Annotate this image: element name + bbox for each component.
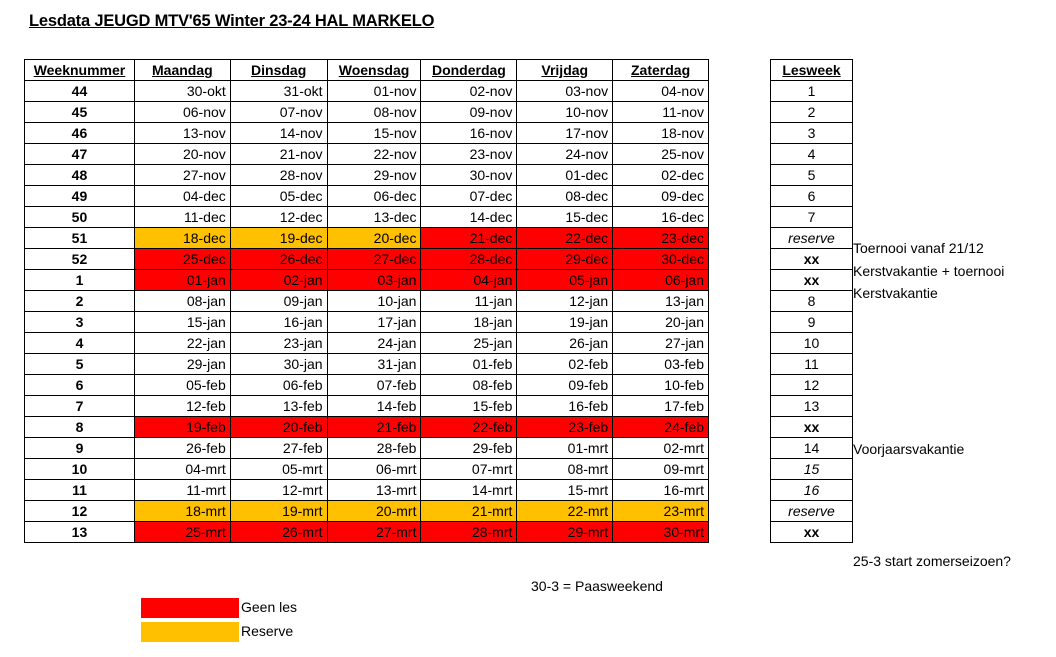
- lesweek-row: [771, 186, 853, 207]
- date-cell: 22-mrt: [517, 501, 613, 522]
- date-cell: 05-mrt: [230, 459, 327, 480]
- week-number-cell: 2: [25, 291, 135, 312]
- table-row: [25, 207, 709, 228]
- date-cell: 04-jan: [421, 270, 517, 291]
- date-cell: 19-jan: [517, 312, 613, 333]
- row-note: [853, 170, 1011, 192]
- date-cell: 20-jan: [613, 312, 709, 333]
- date-cell: 03-feb: [613, 354, 709, 375]
- table-row: [25, 144, 709, 165]
- week-number-cell: 3: [25, 312, 135, 333]
- date-cell: 07-dec: [421, 186, 517, 207]
- lesweek-cell: xx: [771, 522, 853, 543]
- date-cell: 09-jan: [230, 291, 327, 312]
- row-note: [853, 527, 1011, 549]
- date-cell: 09-dec: [613, 186, 709, 207]
- row-note: [853, 193, 1011, 215]
- lesweek-cell: 15: [771, 459, 853, 480]
- date-cell: 25-jan: [421, 333, 517, 354]
- row-note: [853, 304, 1011, 326]
- date-cell: 02-dec: [613, 165, 709, 186]
- lesweek-cell: xx: [771, 270, 853, 291]
- date-cell: 24-feb: [613, 417, 709, 438]
- table-row: [25, 312, 709, 333]
- table-row: [25, 270, 709, 291]
- date-cell: 17-feb: [613, 396, 709, 417]
- date-cell: 14-feb: [327, 396, 421, 417]
- date-cell: 30-dec: [613, 249, 709, 270]
- lesweek-cell: 9: [771, 312, 853, 333]
- date-cell: 06-feb: [230, 375, 327, 396]
- date-cell: 20-dec: [327, 228, 421, 249]
- row-note: [853, 148, 1011, 170]
- week-number-cell: 45: [25, 102, 135, 123]
- legend-swatch-reserve: [141, 622, 239, 642]
- week-number-cell: 4: [25, 333, 135, 354]
- date-cell: 18-jan: [421, 312, 517, 333]
- date-cell: 10-feb: [613, 375, 709, 396]
- lesweek-row: [771, 480, 853, 501]
- date-cell: 07-mrt: [421, 459, 517, 480]
- date-cell: 05-jan: [517, 270, 613, 291]
- date-cell: 02-feb: [517, 354, 613, 375]
- week-number-cell: 10: [25, 459, 135, 480]
- lesweek-cell: 8: [771, 291, 853, 312]
- legend-swatch-geen-les: [141, 598, 239, 618]
- date-cell: 30-nov: [421, 165, 517, 186]
- row-note: Voorjaarsvakantie: [853, 441, 965, 458]
- date-cell: 12-mrt: [230, 480, 327, 501]
- lesweek-row: [771, 270, 853, 291]
- date-cell: 17-nov: [517, 123, 613, 144]
- week-number-cell: 44: [25, 81, 135, 102]
- lesweek-row: [771, 165, 853, 186]
- date-cell: 09-mrt: [613, 459, 709, 480]
- table-row: [25, 459, 709, 480]
- row-note: 25-3 start zomerseizoen?: [853, 552, 1011, 569]
- row-note: [853, 483, 1011, 505]
- lesweek-cell: 5: [771, 165, 853, 186]
- lesweek-cell: 11: [771, 354, 853, 375]
- date-cell: 31-jan: [327, 354, 421, 375]
- row-note: [853, 215, 1011, 237]
- week-number-cell: 7: [25, 396, 135, 417]
- date-cell: 07-feb: [327, 375, 421, 396]
- lesweek-cell: 4: [771, 144, 853, 165]
- lesweek-row: [771, 81, 853, 102]
- table-row: [25, 501, 709, 522]
- date-cell: 21-feb: [327, 417, 421, 438]
- date-cell: 04-nov: [613, 81, 709, 102]
- date-cell: 27-mrt: [327, 522, 421, 543]
- page-title: Lesdata JEUGD MTV'65 Winter 23-24 HAL MARKELO: [29, 12, 435, 30]
- lesweek-cell: 6: [771, 186, 853, 207]
- date-cell: 15-nov: [327, 123, 421, 144]
- date-cell: 12-dec: [230, 207, 327, 228]
- week-number-cell: 47: [25, 144, 135, 165]
- date-cell: 15-feb: [421, 396, 517, 417]
- date-cell: 18-dec: [134, 228, 230, 249]
- table-row: [25, 333, 709, 354]
- date-cell: 10-jan: [327, 291, 421, 312]
- date-cell: 11-mrt: [134, 480, 230, 501]
- row-note: [853, 126, 1011, 148]
- row-note: [853, 505, 1011, 527]
- date-cell: 21-nov: [230, 144, 327, 165]
- lesweek-row: [771, 144, 853, 165]
- lesweek-cell: 13: [771, 396, 853, 417]
- notes-column: [853, 59, 1011, 572]
- table-row: [25, 186, 709, 207]
- table-row: [25, 522, 709, 543]
- lesweek-cell: 12: [771, 375, 853, 396]
- lesweek-cell: reserve: [771, 501, 853, 522]
- date-cell: 21-dec: [421, 228, 517, 249]
- date-cell: 13-dec: [327, 207, 421, 228]
- date-cell: 06-mrt: [327, 459, 421, 480]
- date-cell: 25-dec: [134, 249, 230, 270]
- date-cell: 30-okt: [134, 81, 230, 102]
- date-cell: 12-feb: [134, 396, 230, 417]
- lesweek-cell: xx: [771, 417, 853, 438]
- date-cell: 29-mrt: [517, 522, 613, 543]
- week-number-cell: 9: [25, 438, 135, 459]
- date-cell: 11-jan: [421, 291, 517, 312]
- lesweek-row: [771, 228, 853, 249]
- lesweek-cell: 1: [771, 81, 853, 102]
- date-cell: 30-mrt: [613, 522, 709, 543]
- lesweek-row: [771, 396, 853, 417]
- date-cell: 02-nov: [421, 81, 517, 102]
- date-cell: 16-feb: [517, 396, 613, 417]
- notes-spacer: [853, 59, 1011, 81]
- legend-label-reserve: Reserve: [241, 623, 294, 639]
- week-number-cell: 48: [25, 165, 135, 186]
- table-row: [25, 249, 709, 270]
- date-cell: 08-dec: [517, 186, 613, 207]
- table-row: [25, 417, 709, 438]
- date-cell: 01-mrt: [517, 438, 613, 459]
- table-row: [25, 102, 709, 123]
- lesweek-cell: 10: [771, 333, 853, 354]
- legend-label-geen-les: Geen les: [241, 599, 298, 615]
- date-cell: 04-dec: [134, 186, 230, 207]
- lesweek-row: [771, 312, 853, 333]
- date-cell: 02-jan: [230, 270, 327, 291]
- date-cell: 08-jan: [134, 291, 230, 312]
- date-cell: 26-feb: [134, 438, 230, 459]
- lesweek-cell: 2: [771, 102, 853, 123]
- date-cell: 23-mrt: [613, 501, 709, 522]
- date-cell: 22-jan: [134, 333, 230, 354]
- date-cell: 16-nov: [421, 123, 517, 144]
- date-cell: 25-nov: [613, 144, 709, 165]
- date-cell: 03-nov: [517, 81, 613, 102]
- lesweek-table: [770, 59, 853, 543]
- table-row: [25, 480, 709, 501]
- date-cell: 31-okt: [230, 81, 327, 102]
- lesweek-cell: reserve: [771, 228, 853, 249]
- lesweek-row: [771, 438, 853, 459]
- date-cell: 19-mrt: [230, 501, 327, 522]
- week-number-cell: 52: [25, 249, 135, 270]
- date-cell: 08-feb: [421, 375, 517, 396]
- date-cell: 20-feb: [230, 417, 327, 438]
- date-cell: 22-dec: [517, 228, 613, 249]
- row-note: [853, 104, 1011, 126]
- header-vrijdag: Vrijdag: [517, 60, 613, 81]
- date-cell: 29-feb: [421, 438, 517, 459]
- date-cell: 09-feb: [517, 375, 613, 396]
- header-dinsdag: Dinsdag: [230, 60, 327, 81]
- date-cell: 23-jan: [230, 333, 327, 354]
- date-cell: 13-feb: [230, 396, 327, 417]
- lesweek-row: [771, 207, 853, 228]
- date-cell: 01-dec: [517, 165, 613, 186]
- date-cell: 09-nov: [421, 102, 517, 123]
- table-row: [25, 123, 709, 144]
- date-cell: 28-dec: [421, 249, 517, 270]
- week-number-cell: 13: [25, 522, 135, 543]
- week-number-cell: 51: [25, 228, 135, 249]
- table-row: [25, 291, 709, 312]
- date-cell: 23-nov: [421, 144, 517, 165]
- header-lesweek: Lesweek: [771, 60, 853, 81]
- date-cell: 11-nov: [613, 102, 709, 123]
- date-cell: 01-jan: [134, 270, 230, 291]
- lesweek-row: [771, 501, 853, 522]
- lesweek-header-row: [771, 60, 853, 81]
- lesweek-cell: 3: [771, 123, 853, 144]
- date-cell: 12-jan: [517, 291, 613, 312]
- date-cell: 03-jan: [327, 270, 421, 291]
- row-note: Kerstvakantie: [853, 284, 938, 301]
- table-row: [25, 438, 709, 459]
- date-cell: 27-jan: [613, 333, 709, 354]
- date-cell: 07-nov: [230, 102, 327, 123]
- date-cell: 28-nov: [230, 165, 327, 186]
- schedule-header-row: [25, 60, 709, 81]
- date-cell: 04-mrt: [134, 459, 230, 480]
- lesweek-row: [771, 417, 853, 438]
- date-cell: 18-mrt: [134, 501, 230, 522]
- lesweek-row: [771, 123, 853, 144]
- table-row: [25, 81, 709, 102]
- header-zaterdag: Zaterdag: [613, 60, 709, 81]
- date-cell: 18-nov: [613, 123, 709, 144]
- table-row: [25, 228, 709, 249]
- row-note: [853, 393, 1011, 415]
- lesweek-row: [771, 249, 853, 270]
- date-cell: 26-dec: [230, 249, 327, 270]
- lesweek-cell: 14: [771, 438, 853, 459]
- date-cell: 15-jan: [134, 312, 230, 333]
- date-cell: 15-dec: [517, 207, 613, 228]
- lesweek-row: [771, 522, 853, 543]
- week-number-cell: 50: [25, 207, 135, 228]
- date-cell: 26-jan: [517, 333, 613, 354]
- date-cell: 08-mrt: [517, 459, 613, 480]
- date-cell: 13-nov: [134, 123, 230, 144]
- lesweek-row: [771, 102, 853, 123]
- date-cell: 28-feb: [327, 438, 421, 459]
- date-cell: 16-jan: [230, 312, 327, 333]
- date-cell: 28-mrt: [421, 522, 517, 543]
- date-cell: 13-mrt: [327, 480, 421, 501]
- date-cell: 05-dec: [230, 186, 327, 207]
- header-maandag: Maandag: [134, 60, 230, 81]
- footnote: 30-3 = Paasweekend: [531, 578, 663, 594]
- week-number-cell: 11: [25, 480, 135, 501]
- row-note: Toernooi vanaf 21/12: [853, 240, 984, 257]
- date-cell: 16-dec: [613, 207, 709, 228]
- header-weeknummer: Weeknummer: [25, 60, 135, 81]
- date-cell: 08-nov: [327, 102, 421, 123]
- date-cell: 22-feb: [421, 417, 517, 438]
- date-cell: 27-nov: [134, 165, 230, 186]
- week-number-cell: 8: [25, 417, 135, 438]
- header-woensdag: Woensdag: [327, 60, 421, 81]
- date-cell: 19-dec: [230, 228, 327, 249]
- row-note: [853, 371, 1011, 393]
- date-cell: 30-jan: [230, 354, 327, 375]
- date-cell: 14-nov: [230, 123, 327, 144]
- date-cell: 25-mrt: [134, 522, 230, 543]
- lesweek-cell: 7: [771, 207, 853, 228]
- row-note: [853, 327, 1011, 349]
- week-number-cell: 12: [25, 501, 135, 522]
- week-number-cell: 5: [25, 354, 135, 375]
- date-cell: 21-mrt: [421, 501, 517, 522]
- row-note: [853, 81, 1011, 103]
- date-cell: 02-mrt: [613, 438, 709, 459]
- date-cell: 27-dec: [327, 249, 421, 270]
- date-cell: 20-mrt: [327, 501, 421, 522]
- date-cell: 15-mrt: [517, 480, 613, 501]
- date-cell: 24-jan: [327, 333, 421, 354]
- schedule-table: [24, 59, 709, 543]
- lesweek-row: [771, 354, 853, 375]
- date-cell: 29-jan: [134, 354, 230, 375]
- date-cell: 16-mrt: [613, 480, 709, 501]
- date-cell: 14-mrt: [421, 480, 517, 501]
- date-cell: 10-nov: [517, 102, 613, 123]
- date-cell: 23-feb: [517, 417, 613, 438]
- date-cell: 29-dec: [517, 249, 613, 270]
- date-cell: 27-feb: [230, 438, 327, 459]
- header-donderdag: Donderdag: [421, 60, 517, 81]
- date-cell: 06-nov: [134, 102, 230, 123]
- date-cell: 06-jan: [613, 270, 709, 291]
- date-cell: 23-dec: [613, 228, 709, 249]
- table-row: [25, 375, 709, 396]
- date-cell: 05-feb: [134, 375, 230, 396]
- row-note: [853, 416, 1011, 438]
- date-cell: 22-nov: [327, 144, 421, 165]
- date-cell: 01-feb: [421, 354, 517, 375]
- lesweek-row: [771, 291, 853, 312]
- lesweek-cell: 16: [771, 480, 853, 501]
- date-cell: 29-nov: [327, 165, 421, 186]
- row-note: [853, 349, 1011, 371]
- table-row: [25, 354, 709, 375]
- date-cell: 06-dec: [327, 186, 421, 207]
- table-row: [25, 165, 709, 186]
- date-cell: 01-nov: [327, 81, 421, 102]
- lesweek-cell: xx: [771, 249, 853, 270]
- date-cell: 19-feb: [134, 417, 230, 438]
- lesweek-row: [771, 333, 853, 354]
- date-cell: 26-mrt: [230, 522, 327, 543]
- row-note: [853, 460, 1011, 482]
- lesweek-row: [771, 459, 853, 480]
- date-cell: 14-dec: [421, 207, 517, 228]
- week-number-cell: 46: [25, 123, 135, 144]
- date-cell: 20-nov: [134, 144, 230, 165]
- week-number-cell: 1: [25, 270, 135, 291]
- table-row: [25, 396, 709, 417]
- date-cell: 24-nov: [517, 144, 613, 165]
- week-number-cell: 6: [25, 375, 135, 396]
- lesweek-row: [771, 375, 853, 396]
- date-cell: 11-dec: [134, 207, 230, 228]
- row-note: Kerstvakantie + toernooi: [853, 262, 1005, 279]
- week-number-cell: 49: [25, 186, 135, 207]
- date-cell: 17-jan: [327, 312, 421, 333]
- date-cell: 13-jan: [613, 291, 709, 312]
